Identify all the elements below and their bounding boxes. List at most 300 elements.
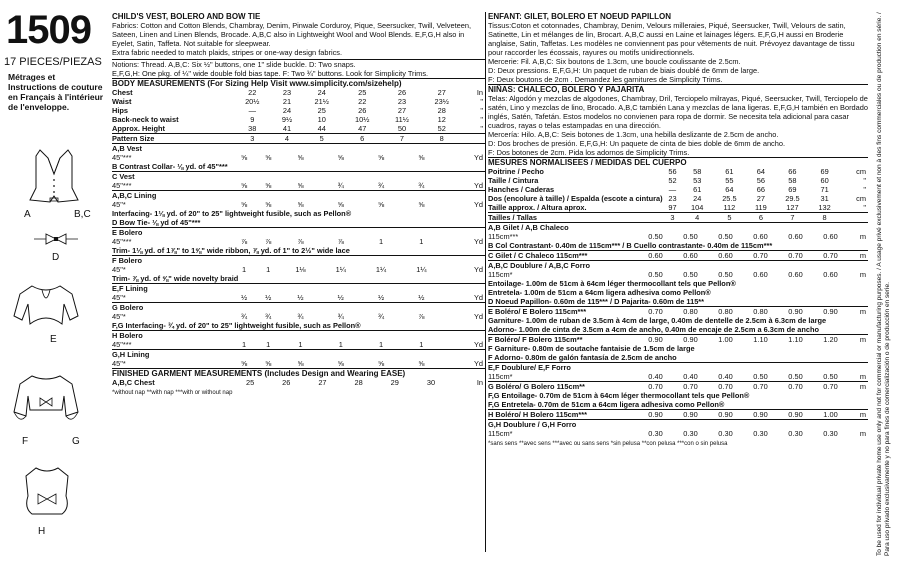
yardage-value: ⅝ [240, 181, 248, 190]
row-value: 26 [282, 378, 291, 387]
row-value: 55 [725, 176, 734, 185]
yardage-unit: Yd [473, 359, 483, 368]
row-value: 71 [820, 185, 829, 194]
yardage-value: ½ [265, 293, 272, 302]
yardage-value: 1 [242, 340, 247, 349]
size-value: 5 [301, 134, 342, 144]
yardage-width: 45"*** [112, 153, 132, 162]
row-unit: In [476, 88, 483, 97]
english-extra: Extra fabric needed to match plaids, stripes or one-way design fabrics. [112, 48, 343, 57]
yardage-unit: m [848, 382, 868, 392]
yardage-row [488, 232, 868, 241]
yardage-row [488, 382, 868, 392]
yardage-label: G,H Lining [112, 350, 485, 360]
yardage-row [488, 279, 868, 288]
yardage-width: 45"* [112, 200, 126, 209]
yardage-label: H Boléro/ H Bolero 115cm*** [488, 410, 638, 420]
yardage-row [112, 321, 485, 331]
yardage-value: ⅞ [418, 312, 425, 321]
yardage-row [488, 307, 868, 317]
yardage-unit: m [848, 251, 868, 261]
yardage-value: 0.90 [778, 410, 813, 420]
figure-label-h: H [38, 526, 46, 537]
yardage-value: 0.60 [638, 251, 673, 261]
row-unit: " [863, 185, 866, 194]
yardage-row [488, 325, 868, 335]
bow-tie-drawing [34, 232, 78, 246]
row-value: 23 [282, 88, 292, 97]
bolero-h-drawing [22, 464, 72, 520]
row-value: 27 [397, 106, 407, 115]
yardage-width: 115cm* [488, 372, 513, 381]
yardage-note: Entoilage- 1.00m de 51cm à 64cm léger thermocollant tels que Pellon® [488, 279, 736, 288]
row-value: — [668, 185, 677, 194]
yardage-row [112, 274, 485, 284]
row-value: 28 [437, 106, 446, 115]
row-value: 38 [248, 124, 257, 133]
yardage-row [488, 391, 868, 400]
yardage-note: F,G Entretela- 0.70m de 51cm a 64cm ligera adhesiva como Pellon® [488, 400, 725, 409]
yardage-value: 0.50 [683, 232, 698, 241]
yardage-row [112, 312, 485, 321]
yardage-value: 0.70 [743, 382, 778, 392]
measurement-row [112, 106, 485, 115]
spanish-merceria-3: F: Dos botones de 2cm. Pida los adornos de Simplicity Trims. [488, 148, 690, 157]
yardage-value: 1 [419, 237, 424, 246]
row-value: 28 [354, 378, 363, 387]
yardage-value: 0.80 [708, 307, 743, 317]
yardage-value: 0.70 [743, 251, 778, 261]
yardage-value: ⅝ [240, 359, 248, 368]
yardage-value: ⅝ [377, 153, 385, 162]
yardage-row [112, 200, 485, 209]
size-value: 6 [747, 213, 775, 223]
yardage-value: 1.00 [813, 410, 848, 420]
yardage-row [112, 284, 485, 294]
row-value: 104 [691, 203, 704, 212]
row-unit: " [480, 106, 483, 115]
left-strip [0, 0, 110, 563]
row-value: 22 [358, 97, 367, 106]
row-value: 119 [755, 203, 767, 212]
yardage-value: 0.70 [778, 251, 813, 261]
yardage-value: ⅝ [418, 153, 425, 162]
yardage-value: ½ [337, 293, 344, 302]
french-measurement-table [488, 167, 868, 222]
row-label: Hanches / Caderas [488, 185, 555, 194]
measurement-row [488, 203, 868, 213]
yardage-row [112, 359, 485, 368]
yardage-value: 0.50 [718, 232, 733, 241]
yardage-unit: Yd [473, 265, 483, 274]
yardage-value: ⅝ [297, 200, 304, 209]
figure-label-e: E [50, 334, 57, 345]
yardage-value: 0.90 [638, 410, 673, 420]
yardage-row [488, 353, 868, 363]
yardage-value: 0.90 [673, 410, 708, 420]
row-value: 30 [426, 378, 436, 387]
row-value: 24 [317, 88, 326, 97]
row-value: 58 [788, 176, 797, 185]
row-value: 12 [437, 115, 446, 124]
measurement-row [488, 167, 868, 176]
size-unit [462, 134, 485, 144]
yardage-width: 115cm*** [488, 232, 519, 241]
yardage-value: 1.10 [778, 335, 813, 345]
yardage-value: 0.30 [683, 429, 698, 438]
yardage-value: 0.90 [813, 307, 848, 317]
yardage-row [488, 400, 868, 410]
yardage-note: Trim- ⅞ yd. of ⅝" wide novelty braid [112, 274, 239, 283]
yardage-row [112, 237, 485, 246]
row-value: 31 [820, 194, 829, 203]
vertical-disclaimer-text: To be used for individual private home use only and not for commercial or manufacturing purposes. / A usage privé exclusivement et non à des fins commerciales ou de production en série. / Para uso privado exclusivamente y no para fines de comercialización o de producción en serie. [876, 12, 891, 556]
yardage-note: F Garniture- 0.80m de soutache fantaisie de 1.5cm de large [488, 344, 695, 353]
row-value: 9 [250, 115, 255, 124]
yardage-label: C Gilet / C Chaleco 115cm*** [488, 251, 638, 261]
row-value: 10½ [355, 115, 370, 124]
yardage-label: E,F Lining [112, 284, 485, 294]
french-note: Métrages et Instructions de couture en Français à l'intérieur de l'enveloppe. [8, 72, 104, 112]
row-unit: " [480, 97, 483, 106]
english-finished-head: FINISHED GARMENT MEASUREMENTS (Includes Design and Wearing EASE) [112, 368, 485, 378]
yardage-label: G,H Doublure / G,H Forro [488, 420, 868, 430]
measurement-row [488, 176, 868, 185]
yardage-value: 1¼ [416, 265, 427, 274]
yardage-value: 1 [338, 340, 343, 349]
yardage-width: 45"* [112, 312, 126, 321]
row-value: 58 [693, 167, 702, 176]
yardage-row [112, 209, 485, 218]
yardage-width: 45"* [112, 359, 126, 368]
row-value: 25 [358, 88, 367, 97]
yardage-unit: Yd [473, 237, 483, 246]
figure-label-d: D [52, 252, 60, 263]
row-unit: " [480, 115, 483, 124]
yardage-note: D Bow Tie- ⅛ yd of 45"*** [112, 218, 201, 227]
yardage-value: ⅝ [297, 359, 304, 368]
yardage-value: 0.60 [823, 270, 838, 279]
yardage-row [112, 246, 485, 256]
yardage-note: F,G Interfacing- ¾ yd. of 20" to 25" lightweight fusible, such as Pellon® [112, 321, 361, 330]
size-value: 7 [382, 134, 421, 144]
yardage-value: ½ [418, 293, 425, 302]
english-body-head: BODY MEASUREMENTS (For Sizing Help Visit www.simplicity.com/sizehelp) [112, 78, 485, 88]
row-value: 56 [668, 167, 677, 176]
row-value: 26 [397, 88, 407, 97]
french-meas-head: MESURES NORMALISEES / MEDIDAS DEL CUERPO [488, 157, 868, 167]
yardage-row [112, 331, 485, 341]
yardage-value: 0.50 [648, 270, 663, 279]
yardage-label: G Bolero [112, 303, 485, 313]
yardage-value: ¾ [265, 312, 272, 321]
yardage-unit: Yd [473, 312, 483, 321]
english-column [112, 12, 486, 552]
yardage-value: 0.60 [788, 232, 803, 241]
yardage-row [488, 288, 868, 297]
row-value: 64 [756, 167, 766, 176]
row-value: 23½ [434, 97, 449, 106]
yardage-row [488, 410, 868, 420]
vest-drawing [26, 148, 82, 204]
yardage-label: E,F Doublure/ E,F Forro [488, 363, 868, 373]
row-unit: cm [856, 167, 866, 176]
row-unit: cm [856, 194, 866, 203]
yardage-value: 1 [378, 340, 384, 349]
bolero-e-drawing [12, 282, 80, 328]
row-value: 20½ [245, 97, 260, 106]
row-value: 10 [317, 115, 326, 124]
yardage-row [488, 223, 868, 233]
english-notions-1: Notions: Thread. A,B,C: Six ½" buttons, one 1" slide buckle. D: Two snaps. [112, 59, 485, 69]
size-value: 5 [712, 213, 747, 223]
yardage-value: 0.30 [788, 429, 803, 438]
yardage-value: ¾ [240, 312, 248, 321]
size-value: 3 [232, 134, 273, 144]
yardage-unit: Yd [473, 153, 483, 162]
yardage-value: ¾ [418, 181, 425, 190]
yardage-value: ¾ [377, 312, 385, 321]
row-label: Hips [112, 106, 129, 115]
row-unit: In [476, 378, 483, 387]
size-row [488, 213, 868, 223]
pieces-label: 17 PIECES/PIEZAS [4, 56, 102, 68]
yardage-value: 0.30 [823, 429, 838, 438]
yardage-row [112, 303, 485, 313]
yardage-value: 0.60 [708, 251, 743, 261]
row-label: Back-neck to waist [112, 115, 179, 124]
spanish-title: NIÑAS: CHALECO, BOLERO Y PAJARITA [488, 84, 868, 94]
measurement-row [112, 124, 485, 134]
yardage-row [488, 363, 868, 373]
row-value: 26 [358, 106, 367, 115]
yardage-width: 45"*** [112, 340, 132, 349]
yardage-value: ⅝ [265, 181, 272, 190]
yardage-value: 0.30 [753, 429, 768, 438]
row-value: 23 [397, 97, 407, 106]
yardage-value: 0.70 [638, 307, 673, 317]
yardage-value: 0.90 [638, 335, 673, 345]
french-mercerie-1: Mercerie: Fil. A,B,C: Six boutons de 1.3cm, une boucle coulissante de 2.5cm. [488, 57, 741, 66]
yardage-unit: m [859, 429, 866, 438]
yardage-value: 1⅛ [295, 265, 306, 274]
row-value: 47 [358, 124, 367, 133]
french-tissus: Tissus:Coton et cotonnades, Chambray, Denim, Velours milleraies, Piqué, Seersucker, Twill, Velours de satin, Satinette, Lin et mélanges de lin, Brocart. A,B,C aussi en Laine et lainages légers. E,F,G,H aussi en Broderie anglaise, Satin, Taffetas. Les modèles ne conviennent pas pour vêtements de nuit. Prévoyez davantage de tissu pour raccorder les écossais, rayures ou motifs unidirectionnels. [488, 21, 855, 57]
row-value: 66 [756, 185, 766, 194]
row-value: 69 [820, 167, 829, 176]
english-yardage-table [112, 143, 485, 368]
yardage-value: 0.50 [823, 372, 838, 381]
yardage-value: 0.60 [823, 232, 838, 241]
size-value: 6 [342, 134, 383, 144]
size-value: 8 [810, 213, 840, 223]
row-value: 29.5 [785, 194, 800, 203]
english-finished-table [112, 378, 485, 387]
row-value: 24 [282, 106, 292, 115]
row-unit: " [863, 176, 866, 185]
yardage-row [112, 265, 485, 274]
yardage-row [112, 293, 485, 303]
yardage-value: ⅝ [377, 200, 385, 209]
row-value: 22 [248, 88, 257, 97]
spanish-merceria-1: Mercería: Hilo. A,B,C: Seis botones de 1.3cm, una hebilla deslizante de 2.5cm de ancho. [488, 130, 779, 139]
yardage-row [488, 344, 868, 353]
yardage-value: ⅝ [297, 181, 304, 190]
yardage-value: 1 [266, 265, 271, 274]
yardage-row [488, 420, 868, 430]
yardage-note: Entretela- 1.00m de 51cm a 64cm ligera adhesiva como Pellon® [488, 288, 711, 297]
yardage-value: 0.40 [718, 372, 733, 381]
yardage-row [488, 335, 868, 345]
row-value: 61 [693, 185, 702, 194]
spanish-merceria-2: D: Dos broches de presión. E,F,G,H: Un paquete de cinta de bies doble de 6mm de ancho. [488, 139, 786, 148]
row-value: 25.5 [722, 194, 737, 203]
yardage-row [112, 162, 485, 172]
yardage-value: 0.80 [743, 307, 778, 317]
yardage-width: 45"* [112, 265, 126, 274]
yardage-value: 0.40 [648, 372, 663, 381]
yardage-row [112, 191, 485, 201]
figure-label-g: G [72, 436, 80, 447]
size-label: Pattern Size [112, 134, 232, 144]
row-value: 41 [282, 124, 292, 133]
yardage-value: ⅞ [297, 237, 304, 246]
row-label: Chest [112, 88, 133, 97]
yardage-width: 45"*** [112, 181, 132, 190]
yardage-value: 0.50 [753, 372, 768, 381]
yardage-value: 0.90 [673, 335, 708, 345]
yardage-label: E Boléro/ E Bolero 115cm*** [488, 307, 638, 317]
yardage-value: 1.10 [743, 335, 778, 345]
yardage-value: 1 [266, 340, 271, 349]
yardage-label: F Boléro/ F Bolero 115cm** [488, 335, 638, 345]
figure-label-f: F [22, 436, 29, 447]
row-unit: " [480, 124, 483, 133]
yardage-unit: Yd [473, 181, 483, 190]
yardage-value: 0.50 [788, 372, 803, 381]
yardage-value: 0.60 [753, 232, 768, 241]
yardage-value: 1 [242, 265, 247, 274]
row-value: 112 [723, 203, 736, 212]
yardage-value: ⅝ [337, 359, 344, 368]
yardage-value: 0.30 [718, 429, 733, 438]
row-value: 56 [756, 176, 766, 185]
yardage-value: 0.90 [708, 410, 743, 420]
yardage-row [112, 350, 485, 360]
row-label: Taille / Cintura [488, 176, 539, 185]
french-spanish-column [488, 12, 868, 552]
yardage-value: 0.70 [813, 382, 848, 392]
yardage-value: 0.80 [673, 307, 708, 317]
yardage-value: ⅝ [337, 200, 344, 209]
yardage-value: ⅝ [418, 200, 425, 209]
yardage-value: ½ [240, 293, 248, 302]
row-value: 24 [693, 194, 702, 203]
yardage-row [112, 153, 485, 162]
row-label: Taille approx. / Altura aprox. [488, 203, 587, 212]
yardage-value: ⅝ [240, 200, 248, 209]
yardage-label: G Boléro/ G Bolero 115cm** [488, 382, 638, 392]
yardage-value: 0.70 [813, 251, 848, 261]
yardage-value: 0.30 [648, 429, 663, 438]
size-row [112, 134, 485, 144]
yardage-value: 0.90 [743, 410, 778, 420]
row-value: 25 [317, 106, 326, 115]
size-value: 7 [775, 213, 810, 223]
row-value: 21 [282, 97, 292, 106]
yardage-unit: m [848, 307, 868, 317]
yardage-note: B Contrast Collar- ⅛ yd. of 45"*** [112, 162, 228, 171]
yardage-row [112, 181, 485, 191]
yardage-value: 0.60 [753, 270, 768, 279]
measurement-row [112, 97, 485, 106]
size-label: Tailles / Tallas [488, 213, 663, 223]
row-value: 127 [786, 203, 799, 212]
yardage-value: 0.50 [718, 270, 733, 279]
yardage-row [112, 144, 485, 154]
yardage-value: ¾ [337, 181, 344, 190]
row-value: 27 [437, 88, 446, 97]
yardage-width: 45"*** [112, 237, 132, 246]
yardage-value: ⅝ [265, 359, 272, 368]
measurement-row [488, 185, 868, 194]
yardage-value: ¾ [377, 181, 385, 190]
yardage-label: H Bolero [112, 331, 485, 341]
row-label: Approx. Height [112, 124, 165, 133]
english-notions-2: E,F,G,H: One pkg. of ¼" wide double fold bias tape. F: Two ¾" buttons. Look for Simplicity Trims. [112, 69, 429, 78]
yardage-value: 0.60 [788, 270, 803, 279]
yardage-note: F,G Entoilage- 0.70m de 51cm à 64cm léger thermocollant tels que Pellon® [488, 391, 750, 400]
yardage-value: 0.70 [638, 382, 673, 392]
yardage-unit: m [848, 410, 868, 420]
yardage-note: Adorno- 1.00m de cinta de 3.5cm a 4cm de ancho, 0.40m de encaje de 2.5cm a 6.3cm de ancho [488, 325, 820, 334]
yardage-value: ⅝ [240, 153, 248, 162]
yardage-value: ⅝ [265, 200, 272, 209]
yardage-row [112, 218, 485, 228]
size-value: 4 [682, 213, 712, 223]
yardage-value: 0.70 [778, 382, 813, 392]
row-value: 21½ [314, 97, 329, 106]
yardage-value: 1¼ [335, 265, 346, 274]
row-value: 27 [756, 194, 766, 203]
yardage-label: E Bolero [112, 228, 485, 238]
french-mercerie-3: F: Deux boutons de 2cm . Demandez les garnitures de Simplicity Trims. [488, 75, 723, 84]
yardage-width: 115cm* [488, 270, 513, 279]
yardage-row [488, 261, 868, 271]
yardage-unit: m [859, 270, 866, 279]
yardage-value: 0.70 [708, 382, 743, 392]
row-value: 64 [725, 185, 734, 194]
yardage-unit: Yd [473, 340, 483, 349]
yardage-value: 0.70 [673, 382, 708, 392]
row-value: 61 [725, 167, 734, 176]
yardage-row [112, 172, 485, 182]
yardage-note: Garniture- 1.00m de ruban de 3.5cm à 4cm de large, 0.40m de dentelle de 2.5cm à 6.3cm de large [488, 316, 827, 325]
row-value: 52 [668, 176, 677, 185]
yardage-value: ½ [297, 293, 304, 302]
row-label: A,B,C Chest [112, 378, 155, 387]
yardage-row [488, 372, 868, 382]
row-label: Poitrine / Pecho [488, 167, 544, 176]
row-value: 97 [668, 203, 677, 212]
yardage-row [112, 256, 485, 266]
row-value: 25 [245, 378, 255, 387]
yardage-row [488, 429, 868, 438]
yardage-value: ⅝ [297, 153, 304, 162]
spanish-telas: Telas: Algodón y mezclas de algodones, Chambray, Dril, Terciopelo milrayas, Piqué, Seersucker, Twill, Terciopelo de satén, Lino y mezclas de lino, Brocado. A,B,C también Lana y mezclas de lana ligeras. E,F,G,H también en Bordado inglés, Satén, Tafetán. Estos modelos no convienen para ropa de dormir. Se necesita tela adicional para casar cuadros, rayas o telas estampadas en una dirección. [488, 94, 868, 130]
yardage-label: A,B,C Lining [112, 191, 485, 201]
yardage-value: 0.50 [683, 270, 698, 279]
